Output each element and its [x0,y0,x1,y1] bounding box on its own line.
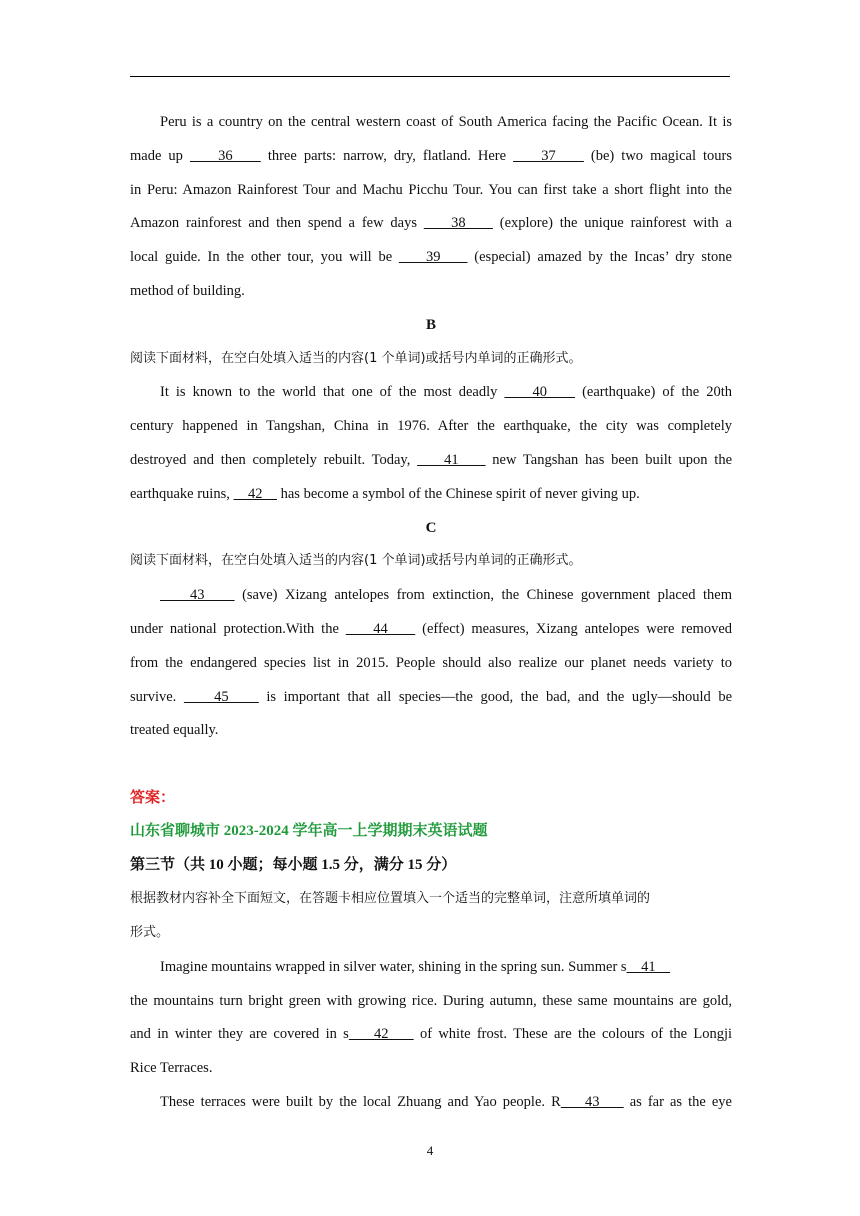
text-run: survive. [130,689,184,705]
section-b-line [130,485,732,503]
text-run: new Tangshan has been built upon the [485,452,733,468]
text-run: (be) two magical tours [583,148,733,164]
text-run: (effect) measures, Xizang antelopes were removed [415,621,733,637]
section-title: 第三节（共 10 小题；每小题 1.5 分，满分 15 分） [130,857,457,873]
answer-blank: 37 [513,148,584,164]
text-run: (especial) amazed by the Incas’ dry stone [467,249,732,265]
section-c-heading: C [425,520,437,536]
text-run: treated equally. [130,722,219,738]
text-run: under national protection.With the [130,621,346,637]
section-b-instruction: 阅读下面材料，在空白处填入适当的内容(1 个单词)或括号内单词的正确形式。 [130,351,582,366]
section-c-line [130,654,732,672]
answer-passage-line [130,1059,732,1077]
answer-blank: 36 [189,148,261,164]
answer-passage-line [130,1025,732,1043]
section-c-line [130,620,732,638]
section-b-heading: B [425,317,436,333]
section-c-line [130,721,732,739]
answer-blank: 43 [160,587,235,603]
text-run: earthquake ruins, [130,486,234,502]
text-run: three parts: narrow, dry, flatland. Here [260,148,514,164]
answer-instruction: 形式。 [130,925,170,940]
answer-instruction: 根据教材内容补全下面短文，在答题卡相应位置填入一个适当的完整单词，注意所填单词的 [130,891,651,906]
header-rule [130,76,730,77]
section-b-line [130,451,732,469]
text-run: of white frost. These are the colours of the Longji [413,1026,733,1042]
passage-a-line [130,181,732,199]
answer-blank: 42 [348,1026,414,1042]
text-run: and in winter they are covered in s [130,1026,349,1042]
passage-a-line [130,147,732,165]
passage-a-line [130,113,732,131]
answer-blank: 41 [626,959,671,975]
text-run: It is known to the world that one of the most deadly [160,384,505,400]
answer-blank: 41 [417,452,486,468]
text-run: century happened in Tangshan, China in 1976. After the earthquake, the city was completely [130,418,732,434]
passage-a-line [130,282,732,300]
text-run: method of building. [130,283,245,299]
text-run: These terraces were built by the local Zhuang and Yao people. R [160,1094,561,1110]
answer-blank: 38 [423,215,493,231]
answer-blank: 44 [345,621,416,637]
text-run: Rice Terraces. [130,1060,213,1076]
section-b-line [130,417,732,435]
answer-blank: 45 [183,689,259,705]
text-run: destroyed and then completely rebuilt. Today, [130,452,418,468]
text-run: (earthquake) of the 20th [575,384,732,400]
text-run: is important that all species—the good, the bad, and the ugly—should be [258,689,733,705]
page-number: 4 [426,1143,434,1158]
text-run: Peru is a country on the central western coast of South America facing the Pacific Ocean. It is [160,114,732,130]
text-run: made up [130,148,190,164]
answer-label: 答案： [130,790,176,806]
answer-passage-line [130,958,732,976]
text-run: Amazon rainforest and then spend a few days [130,215,424,231]
section-b-line [130,383,732,401]
text-run: local guide. In the other tour, you will be [130,249,399,265]
source-title: 山东省聊城市 2023-2024 学年高一上学期期末英语试题 [130,823,488,839]
answer-passage-line [130,992,732,1010]
text-run: (save) Xizang antelopes from extinction, the Chinese government placed them [234,587,732,603]
text-run: Imagine mountains wrapped in silver water, shining in the spring sun. Summer s [160,959,627,975]
text-run: in Peru: Amazon Rainforest Tour and Machu Picchu Tour. You can first take a short flight into the [130,182,732,198]
text-run: as far as the eye [623,1094,732,1110]
answer-blank: 43 [560,1094,624,1110]
section-c-instruction: 阅读下面材料，在空白处填入适当的内容(1 个单词)或括号内单词的正确形式。 [130,553,582,568]
answer-blank: 39 [398,249,468,265]
text-run: the mountains turn bright green with growing rice. During autumn, these same mountains are gold, [130,993,732,1009]
answer-blank: 42 [233,486,277,502]
passage-a-line [130,248,732,266]
text-run: from the endangered species list in 2015. People should also realize our planet needs variety to [130,655,732,671]
text-run: has become a symbol of the Chinese spirit of never giving up. [276,486,640,502]
answer-passage-line [130,1093,732,1111]
answer-blank: 40 [504,384,576,400]
passage-a-line [130,214,732,232]
section-c-line [130,586,732,604]
section-c-line [130,688,732,706]
text-run: (explore) the unique rainforest with a [492,215,732,231]
